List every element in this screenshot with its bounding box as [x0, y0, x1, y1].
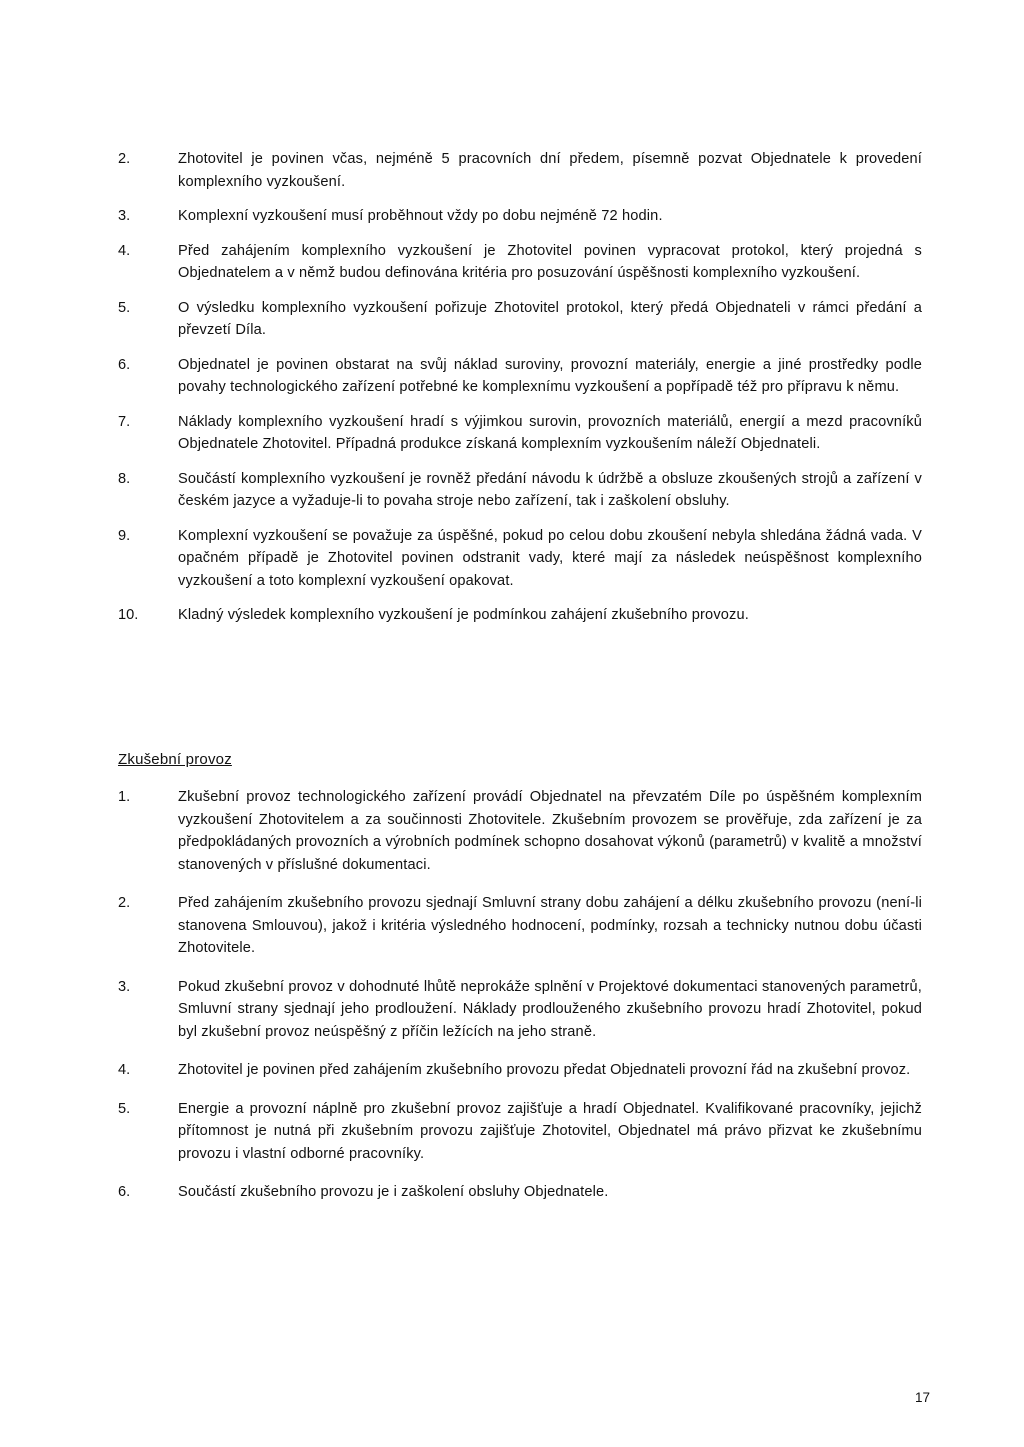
section-heading: Zkušební provoz	[118, 751, 232, 768]
item-text: Zhotovitel je povinen před zahájením zkušebního provozu předat Objednateli provozní řád na zkušební provoz.	[178, 1062, 911, 1078]
item-number: 4.	[118, 242, 131, 259]
item-number: 4.	[118, 1062, 131, 1078]
list-item	[118, 148, 922, 193]
item-number: 10.	[118, 607, 139, 623]
list-item	[118, 976, 922, 1044]
item-text: Energie a provozní náplně pro zkušební provoz zajišťuje a hradí Objednatel. Kvalifikované pracovníky, jejichž přítomnost je nutná při zkušebním provozu zajišťuje Zhotovitel, Objednatel má právo přizvat ke zkušebnímu provozu i vlastní odborné pracovníky.	[178, 1100, 922, 1162]
item-number: 2.	[118, 895, 131, 911]
list-item	[118, 1059, 922, 1082]
item-text: Objednatel je povinen obstarat na svůj náklad suroviny, provozní materiály, energie a jiné prostředky podle povahy technologického zařízení potřebné ke komplexnímu vyzkoušení a popřípadě též pro přípravu k němu.	[178, 356, 922, 395]
list-item	[118, 786, 922, 876]
list-item	[118, 604, 922, 627]
page-number: 17	[914, 1390, 930, 1405]
list-item	[118, 205, 922, 228]
item-number: 9.	[118, 527, 131, 544]
item-text: Zhotovitel je povinen včas, nejméně 5 pracovních dní předem, písemně pozvat Objednatele k provedení komplexního vyzkoušení.	[178, 151, 922, 190]
item-text: Náklady komplexního vyzkoušení hradí s výjimkou surovin, provozních materiálů, energií a mezd pracovníků Objednatele Zhotovitel. Případná produkce získaná komplexním vyzkoušením náleží Objednateli.	[178, 413, 922, 452]
item-number: 3.	[118, 978, 131, 995]
item-number: 7.	[118, 413, 131, 430]
item-text: Před zahájením komplexního vyzkoušení je Zhotovitel povinen vypracovat protokol, který projedná s Objednatelem a v němž budou definována kritéria pro posuzování úspěšnosti komplexního vyzkoušení.	[178, 242, 922, 281]
item-number: 1.	[118, 789, 131, 805]
item-text: O výsledku komplexního vyzkoušení pořizuje Zhotovitel protokol, který předá Objednateli v rámci předání a převzetí Díla.	[178, 299, 922, 338]
list-item	[118, 354, 922, 399]
list-item	[118, 1181, 922, 1204]
item-text: Komplexní vyzkoušení se považuje za úspěšné, pokud po celou dobu zkoušení nebyla shledána žádná vada. V opačném případě je Zhotovitel povinen odstranit vady, které mají za následek neúspěšnost komplexního vyzkoušení a toto komplexní vyzkoušení opakovat.	[178, 527, 922, 589]
complex-test-list	[118, 148, 922, 627]
list-item	[118, 1098, 922, 1166]
item-number: 5.	[118, 1100, 131, 1117]
item-number: 5.	[118, 299, 131, 316]
item-text: Pokud zkušební provoz v dohodnuté lhůtě neprokáže splnění v Projektové dokumentaci stanovených parametrů, Smluvní strany sjednají jeho prodloužení. Náklady prodlouženého zkušebního provozu hradí Zhotovitel, pokud byl zkušební provoz neúspěšný z příčin ležících na jeho straně.	[178, 978, 922, 1040]
list-item	[118, 411, 922, 456]
list-item	[118, 525, 922, 593]
item-text: Před zahájením zkušebního provozu sjednají Smluvní strany dobu zahájení a délku zkušebního provozu (není-li stanovena Smlouvou), jakož i kritéria výsledného hodnocení, podmínky, rozsah a technicky nutnou dobu účasti Zhotovitele.	[178, 895, 922, 956]
item-text: Zkušební provoz technologického zařízení provádí Objednatel na převzatém Díle po úspěšném komplexním vyzkoušení Zhotovitelem a za součinnosti Zhotovitele. Zkušebním provozem se prověřuje, zda zařízení je za předpokládaných provozních a výrobních podmínek schopno dosahovat výkonů (parametrů) v kvalitě a množství stanovených v příslušné dokumentaci.	[178, 789, 922, 873]
list-item	[118, 892, 922, 960]
list-item	[118, 240, 922, 285]
list-item	[118, 468, 922, 513]
item-number: 3.	[118, 208, 131, 224]
item-number: 6.	[118, 1184, 131, 1200]
item-text: Kladný výsledek komplexního vyzkoušení je podmínkou zahájení zkušebního provozu.	[178, 607, 749, 623]
item-number: 6.	[118, 356, 131, 373]
trial-operation-list	[118, 786, 922, 1204]
item-text: Komplexní vyzkoušení musí proběhnout vždy po dobu nejméně 72 hodin.	[178, 208, 663, 224]
list-item	[118, 297, 922, 342]
item-number: 2.	[118, 151, 131, 167]
item-text: Součástí komplexního vyzkoušení je rovněž předání návodu k údržbě a obsluze zkoušených strojů a zařízení v českém jazyce a vyžaduje-li to povaha stroje nebo zařízení, tak i zaškolení obsluhy.	[178, 470, 922, 509]
item-text: Součástí zkušebního provozu je i zaškolení obsluhy Objednatele.	[178, 1184, 609, 1200]
item-number: 8.	[118, 470, 131, 487]
